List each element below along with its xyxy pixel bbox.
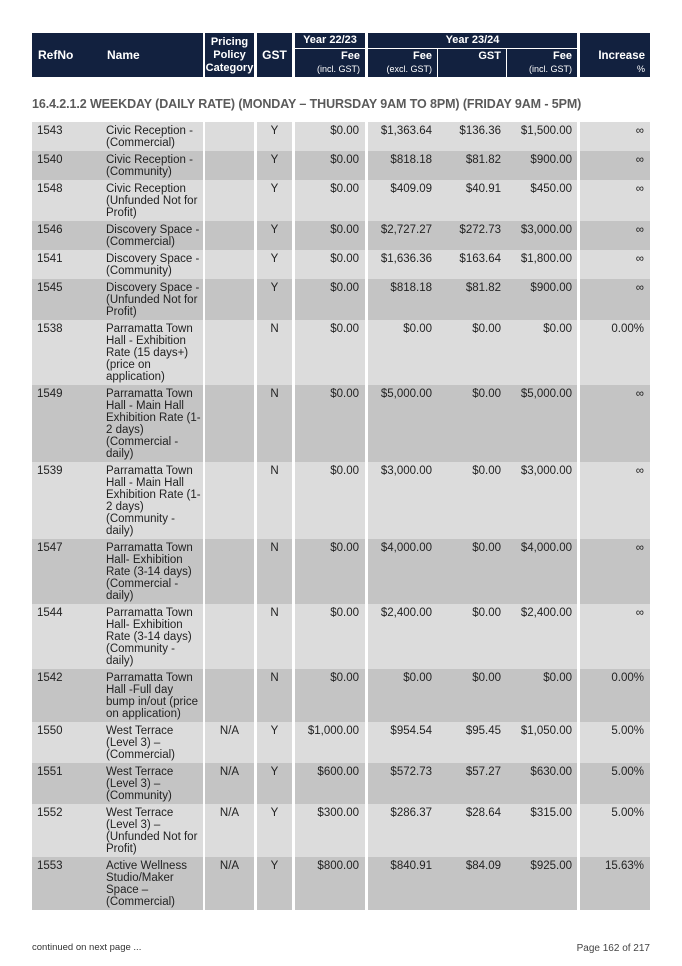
- fee-table: [0, 122, 682, 910]
- increase-cell: ∞: [580, 462, 650, 539]
- increase-cell: 15.63%: [580, 857, 650, 910]
- header-pricing-label-2: Policy: [213, 49, 246, 61]
- fee-excl-cell: $1,363.64: [368, 122, 437, 151]
- fee-incl-cell: $1,050.00: [506, 722, 577, 763]
- name-cell: Discovery Space - (Commercial): [101, 221, 203, 250]
- table-row: [0, 279, 682, 320]
- name-cell: Parramatta Town Hall - Main Hall Exhibition Rate (1-2 days) (Community - daily): [101, 462, 203, 539]
- policy-cell: [205, 180, 254, 221]
- gst-amount-cell: $0.00: [437, 539, 506, 604]
- fee-excl-cell: $5,000.00: [368, 385, 437, 462]
- header-refno: [32, 33, 101, 77]
- header-fee-excl: [368, 49, 437, 77]
- ref-cell: 1551: [32, 763, 101, 804]
- gst-cell: Y: [257, 221, 292, 250]
- fee-excl-cell: $818.18: [368, 151, 437, 180]
- ref-cell: 1546: [32, 221, 101, 250]
- header-gst: [257, 33, 292, 77]
- fee-excl-cell: $286.37: [368, 804, 437, 857]
- gst-cell: Y: [257, 180, 292, 221]
- header-increase-percent: %: [636, 64, 645, 74]
- fee-excl-cell: $4,000.00: [368, 539, 437, 604]
- policy-cell: [205, 122, 254, 151]
- fee-incl-cell: $630.00: [506, 763, 577, 804]
- gst-amount-cell: $0.00: [437, 385, 506, 462]
- header-pricing-label-3: Category: [205, 62, 254, 74]
- fee-excl-cell: $572.73: [368, 763, 437, 804]
- ref-cell: 1538: [32, 320, 101, 385]
- name-cell: Active Wellness Studio/Maker Space – (Commercial): [101, 857, 203, 910]
- policy-cell: N/A: [205, 804, 254, 857]
- gst-cell: N: [257, 320, 292, 385]
- name-cell: Parramatta Town Hall - Main Hall Exhibition Rate (1-2 days) (Commercial - daily): [101, 385, 203, 462]
- fee-2223-cell: $0.00: [295, 462, 365, 539]
- section-heading: 16.4.2.1.2 WEEKDAY (DAILY RATE) (MONDAY – THURSDAY 9AM TO 8PM) (FRIDAY 9AM - 5PM): [32, 97, 582, 111]
- gst-amount-cell: $81.82: [437, 279, 506, 320]
- fee-excl-cell: $0.00: [368, 669, 437, 722]
- increase-cell: ∞: [580, 539, 650, 604]
- policy-cell: [205, 604, 254, 669]
- policy-cell: [205, 669, 254, 722]
- page-number: Page 162 of 217: [576, 943, 650, 954]
- policy-cell: [205, 250, 254, 279]
- fee-2223-cell: $300.00: [295, 804, 365, 857]
- gst-cell: Y: [257, 279, 292, 320]
- ref-cell: 1541: [32, 250, 101, 279]
- table-row: [0, 804, 682, 857]
- name-cell: Parramatta Town Hall - Exhibition Rate (15 days+) (price on application): [101, 320, 203, 385]
- name-cell: Discovery Space - (Unfunded Not for Profit): [101, 279, 203, 320]
- gst-amount-cell: $84.09: [437, 857, 506, 910]
- header-pricing-policy: [205, 33, 254, 77]
- gst-amount-cell: $57.27: [437, 763, 506, 804]
- fee-2223-cell: $600.00: [295, 763, 365, 804]
- fee-incl-cell: $4,000.00: [506, 539, 577, 604]
- name-cell: Civic Reception (Unfunded Not for Profit): [101, 180, 203, 221]
- ref-cell: 1542: [32, 669, 101, 722]
- header-year-2324-label: Year 23/24: [445, 34, 500, 46]
- policy-cell: [205, 151, 254, 180]
- fee-excl-cell: $818.18: [368, 279, 437, 320]
- header-refno-label: RefNo: [38, 48, 74, 62]
- increase-cell: 5.00%: [580, 763, 650, 804]
- ref-cell: 1545: [32, 279, 101, 320]
- header-name: [101, 33, 203, 77]
- header-pricing-label-1: Pricing: [210, 36, 249, 48]
- gst-amount-cell: $81.82: [437, 151, 506, 180]
- header-fee-2223-incl: (incl. GST): [316, 64, 360, 74]
- gst-amount-cell: $0.00: [437, 320, 506, 385]
- increase-cell: ∞: [580, 221, 650, 250]
- gst-cell: N: [257, 669, 292, 722]
- fee-2223-cell: $0.00: [295, 250, 365, 279]
- header-increase-label: Increase: [598, 50, 645, 62]
- gst-cell: Y: [257, 763, 292, 804]
- fee-2223-cell: $0.00: [295, 279, 365, 320]
- gst-amount-cell: $95.45: [437, 722, 506, 763]
- ref-cell: 1539: [32, 462, 101, 539]
- table-row: [0, 221, 682, 250]
- header-fee-incl: [507, 49, 577, 77]
- policy-cell: [205, 539, 254, 604]
- fee-2223-cell: $0.00: [295, 122, 365, 151]
- gst-cell: Y: [257, 804, 292, 857]
- fee-2223-cell: $0.00: [295, 180, 365, 221]
- gst-amount-cell: $0.00: [437, 604, 506, 669]
- fee-2223-cell: $0.00: [295, 385, 365, 462]
- fee-2223-cell: $0.00: [295, 320, 365, 385]
- header-gst-amount-label: GST: [478, 50, 501, 62]
- header-fee-excl-label: Fee: [413, 50, 432, 62]
- fee-2223-cell: $0.00: [295, 221, 365, 250]
- fee-2223-cell: $0.00: [295, 151, 365, 180]
- name-cell: Parramatta Town Hall- Exhibition Rate (3-14 days) (Community - daily): [101, 604, 203, 669]
- name-cell: West Terrace (Level 3) – (Commercial): [101, 722, 203, 763]
- fee-incl-cell: $3,000.00: [506, 221, 577, 250]
- ref-cell: 1552: [32, 804, 101, 857]
- header-fee-incl-sub: (incl. GST): [528, 64, 572, 74]
- policy-cell: [205, 320, 254, 385]
- ref-cell: 1540: [32, 151, 101, 180]
- fee-incl-cell: $1,800.00: [506, 250, 577, 279]
- fee-incl-cell: $900.00: [506, 279, 577, 320]
- fee-incl-cell: $2,400.00: [506, 604, 577, 669]
- fee-2223-cell: $0.00: [295, 669, 365, 722]
- ref-cell: 1544: [32, 604, 101, 669]
- gst-cell: N: [257, 462, 292, 539]
- table-row: [0, 604, 682, 669]
- increase-cell: ∞: [580, 279, 650, 320]
- table-row: [0, 250, 682, 279]
- name-cell: West Terrace (Level 3) – (Unfunded Not for Profit): [101, 804, 203, 857]
- table-row: [0, 151, 682, 180]
- table-row: [0, 763, 682, 804]
- gst-cell: Y: [257, 857, 292, 910]
- fee-2223-cell: $0.00: [295, 604, 365, 669]
- fee-excl-cell: $0.00: [368, 320, 437, 385]
- name-cell: Civic Reception - (Commercial): [101, 122, 203, 151]
- gst-amount-cell: $0.00: [437, 669, 506, 722]
- header-year-2324: [368, 33, 577, 48]
- fee-2223-cell: $1,000.00: [295, 722, 365, 763]
- gst-cell: Y: [257, 122, 292, 151]
- ref-cell: 1543: [32, 122, 101, 151]
- name-cell: West Terrace (Level 3) – (Community): [101, 763, 203, 804]
- table-row: [0, 320, 682, 385]
- gst-cell: Y: [257, 722, 292, 763]
- fee-incl-cell: $0.00: [506, 320, 577, 385]
- fee-incl-cell: $1,500.00: [506, 122, 577, 151]
- header-increase: [580, 33, 650, 77]
- header-name-label: Name: [107, 48, 140, 62]
- header-year-2223-label: Year 22/23: [303, 34, 357, 46]
- policy-cell: [205, 462, 254, 539]
- policy-cell: [205, 385, 254, 462]
- gst-cell: Y: [257, 151, 292, 180]
- ref-cell: 1549: [32, 385, 101, 462]
- header-fee-2223-label: Fee: [341, 50, 360, 62]
- policy-cell: N/A: [205, 857, 254, 910]
- fee-incl-cell: $3,000.00: [506, 462, 577, 539]
- increase-cell: 0.00%: [580, 320, 650, 385]
- increase-cell: ∞: [580, 151, 650, 180]
- increase-cell: 5.00%: [580, 804, 650, 857]
- gst-cell: Y: [257, 250, 292, 279]
- name-cell: Discovery Space - (Community): [101, 250, 203, 279]
- fee-excl-cell: $2,727.27: [368, 221, 437, 250]
- name-cell: Parramatta Town Hall -Full day bump in/out (price on application): [101, 669, 203, 722]
- gst-cell: N: [257, 539, 292, 604]
- increase-cell: ∞: [580, 604, 650, 669]
- fee-excl-cell: $409.09: [368, 180, 437, 221]
- continued-note: continued on next page ...: [32, 942, 142, 953]
- fee-incl-cell: $925.00: [506, 857, 577, 910]
- ref-cell: 1550: [32, 722, 101, 763]
- table-row: [0, 385, 682, 462]
- table-row: [0, 857, 682, 910]
- fee-excl-cell: $840.91: [368, 857, 437, 910]
- table-row: [0, 722, 682, 763]
- fee-excl-cell: $1,636.36: [368, 250, 437, 279]
- policy-cell: [205, 279, 254, 320]
- table-row: [0, 180, 682, 221]
- gst-cell: N: [257, 385, 292, 462]
- fee-2223-cell: $0.00: [295, 539, 365, 604]
- fee-excl-cell: $3,000.00: [368, 462, 437, 539]
- increase-cell: ∞: [580, 250, 650, 279]
- increase-cell: 5.00%: [580, 722, 650, 763]
- header-gst-amount: [438, 49, 506, 77]
- header-gst-label: GST: [262, 48, 287, 62]
- gst-amount-cell: $40.91: [437, 180, 506, 221]
- gst-cell: N: [257, 604, 292, 669]
- fee-incl-cell: $5,000.00: [506, 385, 577, 462]
- name-cell: Civic Reception - (Community): [101, 151, 203, 180]
- ref-cell: 1547: [32, 539, 101, 604]
- gst-amount-cell: $0.00: [437, 462, 506, 539]
- policy-cell: [205, 221, 254, 250]
- increase-cell: ∞: [580, 122, 650, 151]
- ref-cell: 1548: [32, 180, 101, 221]
- fee-incl-cell: $450.00: [506, 180, 577, 221]
- ref-cell: 1553: [32, 857, 101, 910]
- table-row: [0, 462, 682, 539]
- fee-2223-cell: $800.00: [295, 857, 365, 910]
- table-row: [0, 539, 682, 604]
- policy-cell: N/A: [205, 763, 254, 804]
- policy-cell: N/A: [205, 722, 254, 763]
- header-fee-2223: [295, 49, 365, 77]
- gst-amount-cell: $28.64: [437, 804, 506, 857]
- header-fee-excl-sub: (excl. GST): [386, 64, 432, 74]
- fee-excl-cell: $954.54: [368, 722, 437, 763]
- header-fee-incl-label: Fee: [553, 50, 572, 62]
- fee-incl-cell: $0.00: [506, 669, 577, 722]
- gst-amount-cell: $163.64: [437, 250, 506, 279]
- fee-excl-cell: $2,400.00: [368, 604, 437, 669]
- fee-incl-cell: $315.00: [506, 804, 577, 857]
- gst-amount-cell: $136.36: [437, 122, 506, 151]
- fee-incl-cell: $900.00: [506, 151, 577, 180]
- header-year-2223: [295, 33, 365, 48]
- increase-cell: 0.00%: [580, 669, 650, 722]
- table-row: [0, 122, 682, 151]
- increase-cell: ∞: [580, 180, 650, 221]
- table-row: [0, 669, 682, 722]
- name-cell: Parramatta Town Hall- Exhibition Rate (3-14 days) (Commercial - daily): [101, 539, 203, 604]
- increase-cell: ∞: [580, 385, 650, 462]
- gst-amount-cell: $272.73: [437, 221, 506, 250]
